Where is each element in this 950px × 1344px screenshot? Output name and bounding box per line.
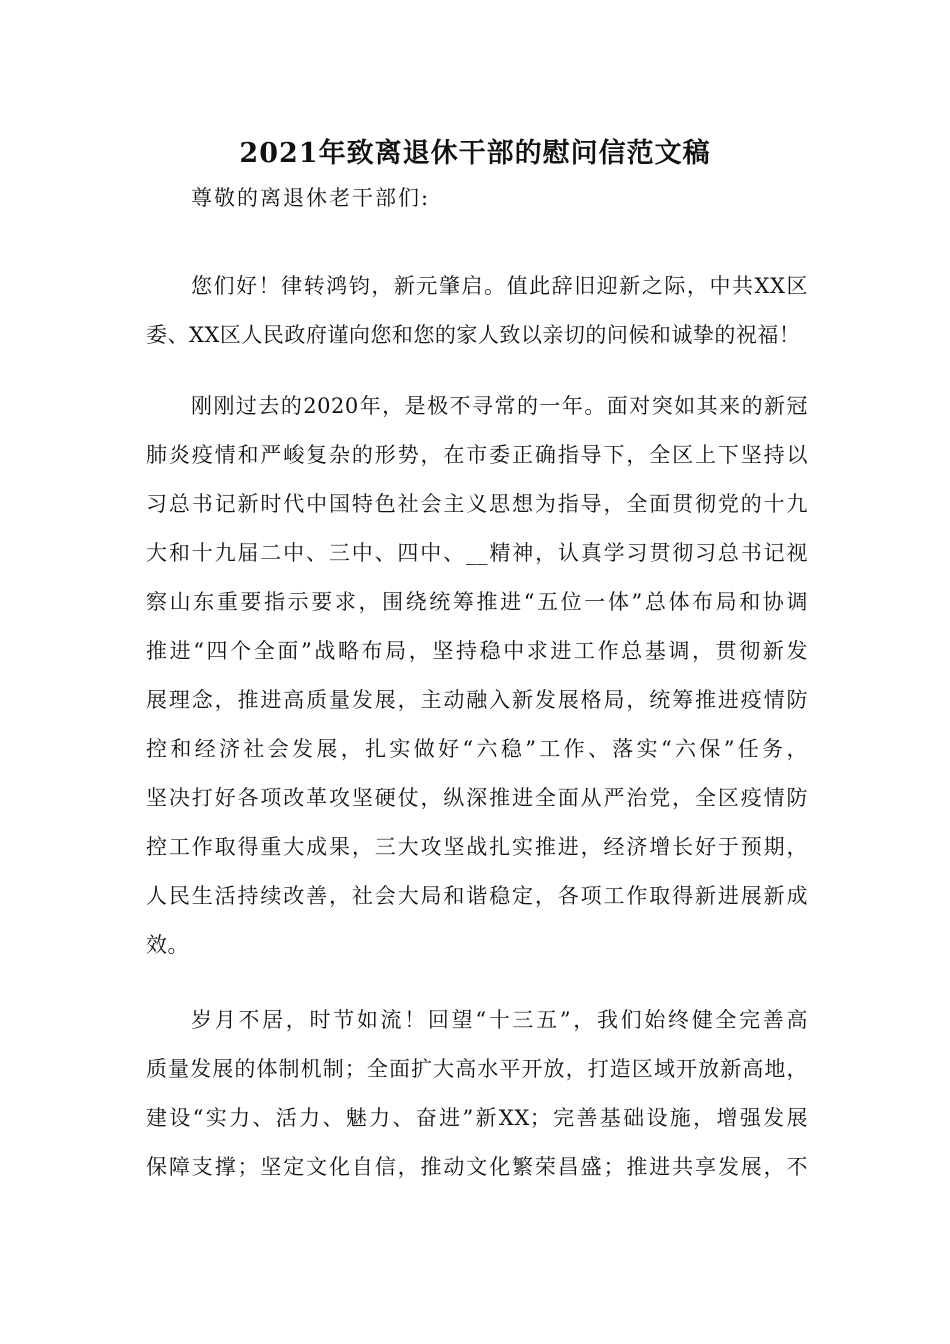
salutation: 尊敬的离退休老干部们:: [191, 186, 431, 210]
paragraph-line: 大和十九届二中、三中、四中、__精神，认真学习贯彻习总书记视: [146, 541, 808, 565]
paragraph-line: 人民生活持续改善，社会大局和谐稳定，各项工作取得新进展新成: [146, 884, 808, 908]
paragraph-thirteenth-five-year: [146, 996, 808, 1192]
paragraph-line: 肺炎疫情和严峻复杂的形势，在市委正确指导下，全区上下坚持以: [146, 443, 808, 467]
document-title: 2021年致离退休干部的慰问信范文稿: [239, 138, 711, 169]
paragraph-line: 建设“实力、活力、魅力、奋进”新XX；完善基础设施，增强发展: [146, 1106, 808, 1130]
paragraph-line: 习总书记新时代中国特色社会主义思想为指导，全面贯彻党的十九: [146, 492, 808, 516]
paragraph-line: 坚决打好各项改革攻坚硬仗，纵深推进全面从严治党，全区疫情防: [146, 786, 808, 810]
paragraph-line: 委、XX区人民政府谨向您和您的家人致以亲切的问候和诚挚的祝福！: [146, 323, 801, 347]
paragraph-line: 察山东重要指示要求，围绕统筹推进“五位一体”总体布局和协调: [146, 590, 808, 614]
paragraph-line: 质量发展的体制机制；全面扩大高水平开放，打造区域开放新高地，: [146, 1057, 808, 1081]
paragraph-line: 展理念，推进高质量发展，主动融入新发展格局，统筹推进疫情防: [146, 688, 808, 712]
paragraph-line: 控工作取得重大成果，三大攻坚战扎实推进，经济增长好于预期，: [146, 835, 808, 859]
paragraph-review-2020: [146, 382, 808, 970]
paragraph-line: 效。: [146, 933, 189, 957]
paragraph-line: 保障支撑；坚定文化自信，推动文化繁荣昌盛；推进共享发展，不: [146, 1155, 808, 1179]
paragraph-line: 推进“四个全面”战略布局，坚持稳中求进工作总基调，贯彻新发: [146, 639, 808, 663]
paragraph-line: 您们好！律转鸿钧，新元肇启。值此辞旧迎新之际，中共XX区: [191, 274, 808, 298]
paragraph-line: 控和经济社会发展，扎实做好“六稳”工作、落实“六保”任务，: [146, 737, 808, 761]
paragraph-line: 岁月不居，时节如流！回望“十三五”，我们始终健全完善高: [191, 1008, 808, 1032]
paragraph-line: 刚刚过去的2020年，是极不寻常的一年。面对突如其来的新冠: [191, 394, 808, 418]
paragraph-greeting: [146, 262, 808, 360]
